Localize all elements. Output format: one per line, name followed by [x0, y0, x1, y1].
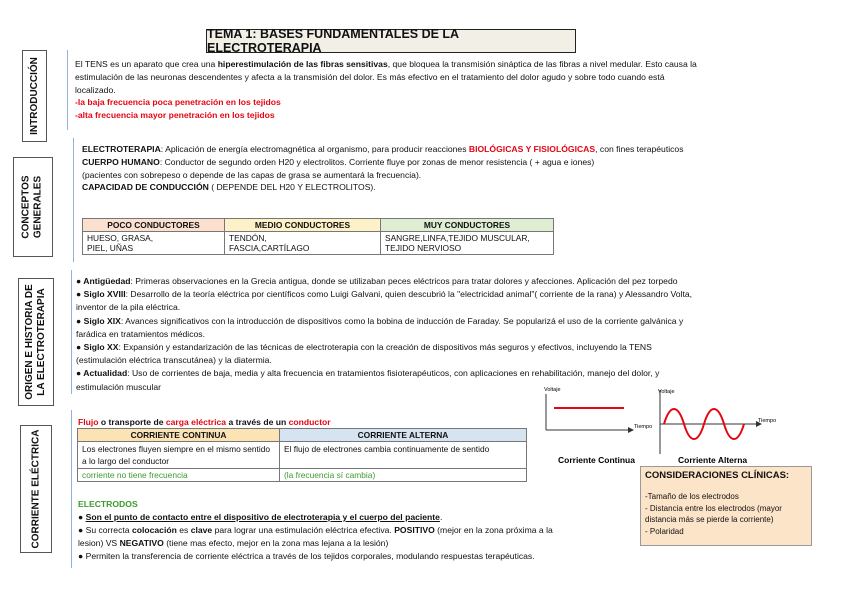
- graph-corriente-alterna: [652, 384, 780, 464]
- cell-medio: TENDÓN, FASCIA,CARTÍLAGO: [225, 232, 381, 255]
- list-item: ● Antigüedad: Primeras observaciones en la Grecia antigua, donde se utilizaban peces eléctricos para tratar dolores y afecciones. Aplicación del pez torpedo: [76, 276, 678, 286]
- intro-red-1: -la baja frecuencia poca penetración en los tejidos: [75, 97, 281, 108]
- header-continua: CORRIENTE CONTINUA: [78, 429, 280, 442]
- list-item: ● Son el punto de contacto entre el dispositivo de electroterapia y el cuerpo del paciente.: [78, 512, 443, 522]
- list-item: ● Siglo XIX: Avances significativos con la introducción de dispositivos como la bobina de inducción de Faraday. Se popularizá el uso de la corriente galvánica y: [76, 315, 684, 326]
- list-item: ● Permiten la transferencia de corriente eléctrica a través de los tejidos corporales, modulando respuestas terapéuticas.: [78, 551, 535, 561]
- list-item: -Tamaño de los electrodos: [645, 492, 739, 501]
- list-item: ● Siglo XVIII: Desarrollo de la teoría eléctrica por científicos como Luigi Galvani, quien descubrió la "electricidad animal"( corriente de la rana) y Alessandro Volta,: [76, 289, 693, 300]
- section-label-conceptos: CONCEPTOS GENERALES: [13, 157, 53, 257]
- ca-caption: Corriente Alterna: [678, 455, 748, 465]
- cc-ylabel: Voltaje: [544, 387, 561, 393]
- ca-xlabel: Tiempo: [758, 418, 777, 424]
- conceptos-text: ELECTROTERAPIA: Aplicación de energía electromagnética al organismo, para producir reacciones BIOLÓGICAS Y FISIOLÓGICAS, con fines terapéuticos CUERPO HUMANO: Conductor de segundo orden H20 y electrolitos. Corriente fluye por zonas de menor resistencia ( + agua e iones) (pacientes con sobrepeso o depende de las capas de grasa se aumentará la frecuencia). CAPACIDAD DE CONDUCCIÓN ( DEPENDE DEL H20 Y ELECTROLITOS).: [82, 144, 684, 193]
- consideraciones-box: [640, 466, 812, 546]
- corriente-table: [77, 428, 527, 482]
- list-item: ● Su correcta colocación es clave para lograr una estimulación eléctrica efectiva. POSITIVO (mejor en la zona próxima a la: [78, 525, 553, 535]
- graph-corriente-continua: [540, 384, 653, 465]
- corriente-definition: Flujo o transporte de carga eléctrica a través de un conductor: [78, 417, 331, 427]
- header-muy: MUY CONDUCTORES: [381, 219, 554, 232]
- section-label-origen: ORIGEN E HISTORIA DE LA ELECTROTERAPIA: [18, 278, 54, 406]
- list-item: distancia más se pierde la corriente): [645, 515, 774, 524]
- cell-continua-def: Los electrones fluyen siempre en el mismo sentido a lo largo del conductor: [78, 442, 280, 469]
- divider-origen: [71, 270, 72, 394]
- intro-red-2: -alta frecuencia mayor penetración en los tejidos: [75, 110, 275, 121]
- cell-continua-freq: corriente no tiene frecuencia: [78, 469, 280, 482]
- divider-corriente: [71, 410, 72, 568]
- electrodos-title: ELECTRODOS: [78, 499, 138, 509]
- consideraciones-title: CONSIDERACIONES CLÍNICAS:: [645, 470, 790, 481]
- list-item: - Distancia entre los electrodos (mayor: [645, 503, 782, 513]
- section-label-introduccion: INTRODUCCIÓN: [22, 50, 47, 142]
- page-title: [206, 29, 576, 53]
- intro-text: El TENS es un aparato que crea una hiperestimulación de las fibras sensitivas, que bloquea la transmisión sináptica de las fibras a nivel medular. Esto causa la estimulación de las neuronas descendentes y afecta a la transmisión del dolor. Es más efectivo en el tratamiento del dolor agudo y sobre todo cuando está localizado. -la baja frecuencia poca penetración en los tejidos -alta frecuencia mayor penetración en los tejidos: [75, 58, 835, 122]
- historia-text: ● Antigüedad: Primeras observaciones en la Grecia antigua, donde se utilizaban peces eléctricos para tratar dolores y afecciones. Aplicación del pez torpedo ● Siglo XVIII: Desarrollo de la teoría eléctrica por científicos como Luigi Galvani, quien descubrió la "electricidad animal"( corriente de la rana) y Alessandro Volta, inventor de la pila eléctrica. ● Siglo XIX: Avances significativos con la introducción de dispositivos como la bobina de inducción de Faraday. Se popularizá el uso de la corriente galvánica y farádica en tratamientos médicos. ● Siglo XX: Expansión y estandarización de las técnicas de electroterapia con la creación de dispositivos más seguros y efectivos, incluyendo la TENS (estimulación eléctrica transcutánea) y la diatermia. ● Actualidad: Uso de corrientes de baja, media y alta frecuencia en tratamientos fisioterapéuticos, con aplicaciones en rehabilitación, manejo del dolor, y estimulación muscular: [76, 275, 841, 394]
- divider-intro: [67, 50, 68, 130]
- section-label-corriente: CORRIENTE ELÉCTRICA: [20, 425, 52, 553]
- list-item: - Polaridad: [645, 526, 684, 536]
- ca-ylabel: Voltaje: [658, 389, 675, 395]
- cell-poco: HUESO, GRASA, PIEL, UÑAS: [83, 232, 225, 255]
- conductores-table: [82, 218, 554, 255]
- cell-muy: SANGRE,LINFA,TEJIDO MUSCULAR, TEJIDO NERVIOSO: [381, 232, 554, 255]
- page-title-text: TEMA 1: BASES FUNDAMENTALES DE LA ELECTROTERAPIA: [207, 27, 459, 55]
- header-poco: POCO CONDUCTORES: [83, 219, 225, 232]
- header-alterna: CORRIENTE ALTERNA: [280, 429, 527, 442]
- cell-alterna-def: El flujo de electrones cambia continuamente de sentido: [280, 442, 527, 469]
- list-item: ● Actualidad: Uso de corrientes de baja, media y alta frecuencia en tratamientos fisioterapéuticos, con aplicaciones en rehabilitación, manejo del dolor, y: [76, 368, 660, 379]
- cc-caption: Corriente Continua: [558, 455, 635, 465]
- cc-xlabel: Tiempo: [634, 424, 653, 430]
- electrodos-section: ELECTRODOS ● Son el punto de contacto entre el dispositivo de electroterapia y el cuerpo del paciente. ● Su correcta colocación es clave para lograr una estimulación eléctrica efectiva. POSITIVO (mejor en la zona próxima a la lesion) VS NEGATIVO (tiene mas efecto, mejor en la zona mas lejana a la lesión) ● Permiten la transferencia de corriente eléctrica a través de los tejidos corporales, modulando respuestas terapéuticas.: [78, 498, 638, 563]
- divider-conceptos: [73, 138, 74, 262]
- cell-alterna-freq: (la frecuencia sí cambia): [280, 469, 527, 482]
- list-item: ● Siglo XX: Expansión y estandarización de las técnicas de electroterapia con la creación de dispositivos más seguros y efectivos, incluyendo la TENS: [76, 342, 652, 353]
- header-medio: MEDIO CONDUCTORES: [225, 219, 381, 232]
